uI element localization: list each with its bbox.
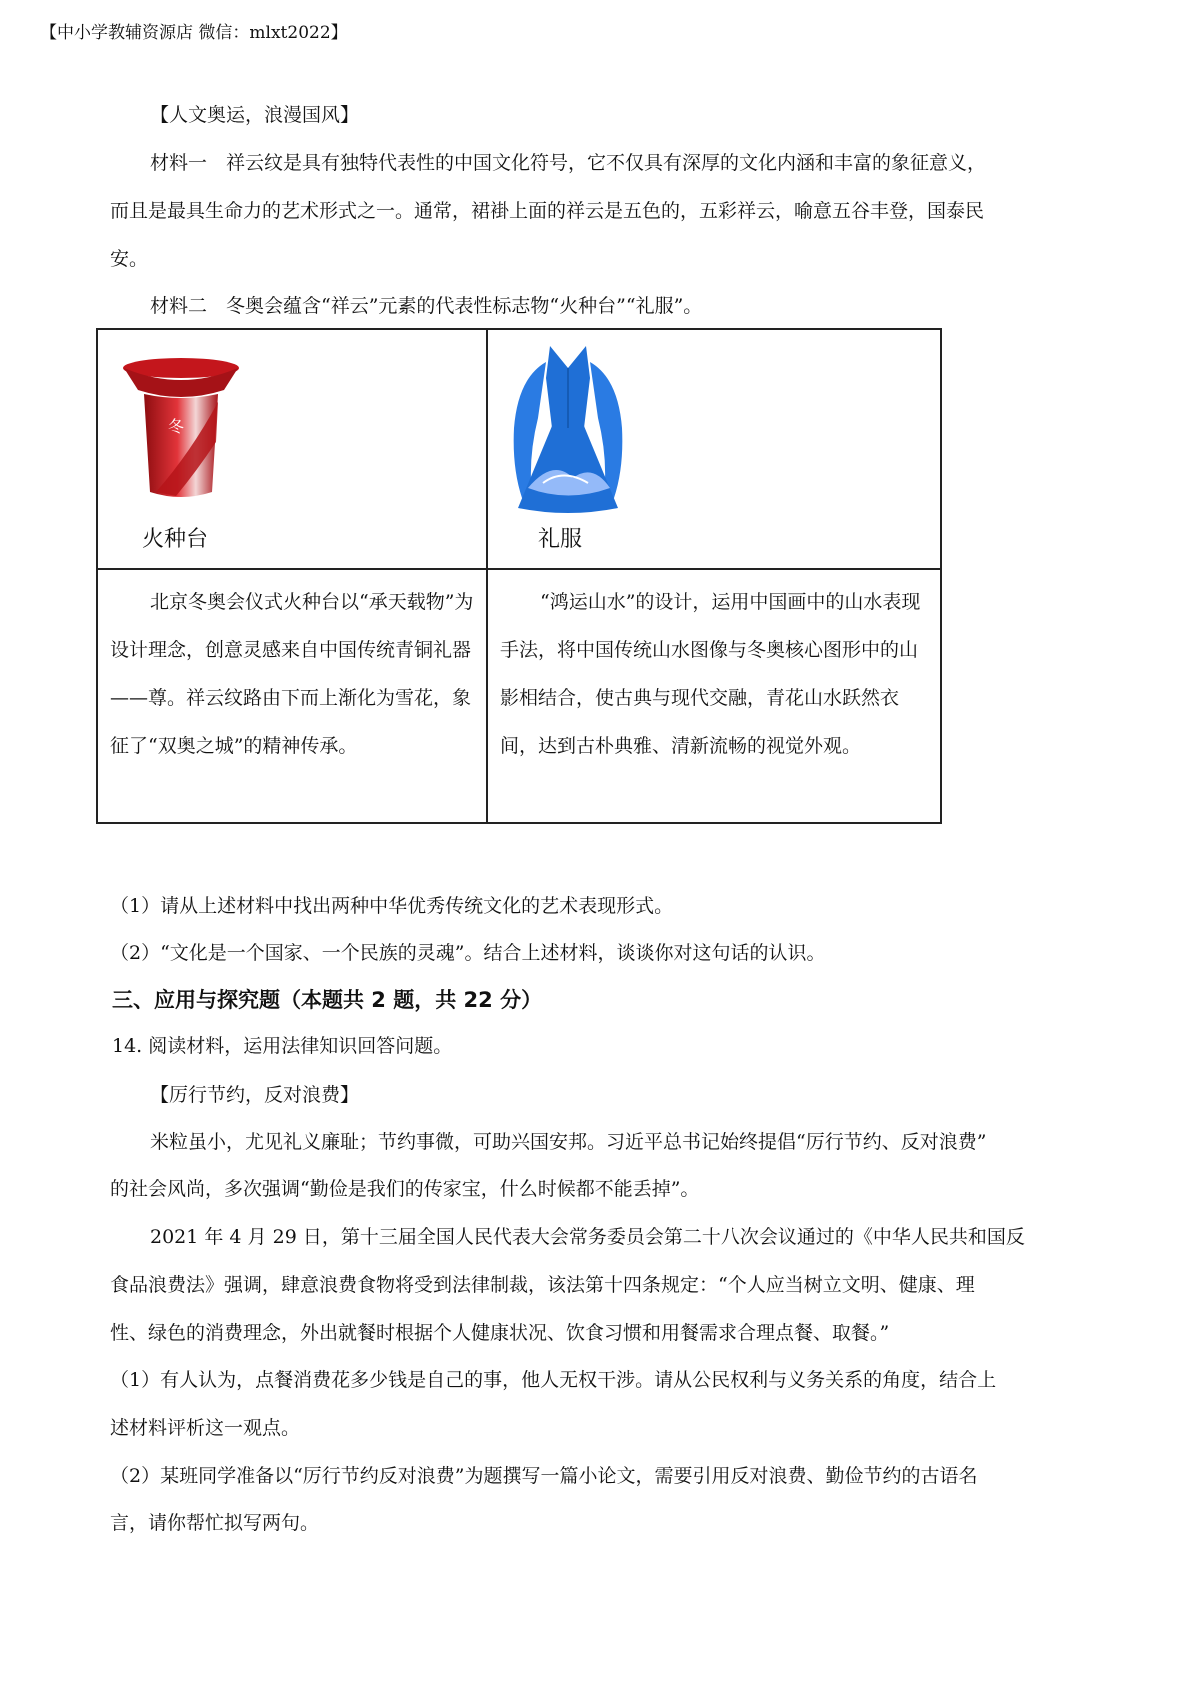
torch-stand-cell <box>97 329 487 569</box>
q13-question-2: （2）“文化是一个国家、一个民族的灵魂”。结合上述材料，谈谈你对这句话的认识。 <box>110 942 826 964</box>
gown-caption: 礼服 <box>538 527 583 552</box>
torch-stand-caption: 火种台 <box>142 527 209 552</box>
q14-para1-line: 米粒虽小，尤见礼义廉耻；节约事微，可助兴国安邦。习近平总书记始终提倡“厉行节约、反对浪费” <box>150 1131 987 1153</box>
q13-heading: 【人文奥运，浪漫国风】 <box>150 104 360 126</box>
q14-intro: 14. 阅读材料，运用法律知识回答问题。 <box>112 1035 453 1057</box>
q14-para1-line: 的社会风尚，多次强调“勤俭是我们的传家宝，什么时候都不能丢掉”。 <box>110 1178 700 1200</box>
section-3-title: 三、应用与探究题（本题共 2 题，共 22 分） <box>112 988 543 1012</box>
torch-stand-description: 北京冬奥会仪式火种台以“承天载物”为设计理念，创意灵感来自中国传统青铜礼器——尊。祥云纹路由下而上渐化为雪花，象征了“双奥之城”的精神传承。 <box>97 569 487 823</box>
q14-question-1: 述材料评析这一观点。 <box>110 1417 301 1439</box>
q14-question-2: 言，请你帮忙拟写两句。 <box>110 1512 320 1534</box>
q13-question-1: （1）请从上述材料中找出两种中华优秀传统文化的艺术表现形式。 <box>110 895 674 917</box>
material1-line: 安。 <box>110 248 149 270</box>
gown-description: “鸿运山水”的设计，运用中国画中的山水表现手法，将中国传统山水图像与冬奥核心图形中的山影相结合，使古典与现代交融，青花山水跃然衣间，达到古朴典雅、清新流畅的视觉外观。 <box>487 569 941 823</box>
material2-text: 材料二 冬奥会蕴含“祥云”元素的代表性标志物“火种台”“礼服”。 <box>150 295 703 317</box>
gown-image <box>498 338 638 520</box>
q14-para2-line: 食品浪费法》强调，肆意浪费食物将受到法律制裁，该法第十四条规定：“个人应当树立文明、健康、理 <box>110 1274 975 1296</box>
q14-heading: 【厉行节约，反对浪费】 <box>150 1084 360 1106</box>
torch-stand-image <box>116 342 246 512</box>
header-note: 【中小学教辅资源店 微信：mlxt2022】 <box>40 23 348 43</box>
q14-question-1: （1）有人认为，点餐消费花多少钱是自己的事，他人无权干涉。请从公民权利与义务关系的角度，结合上 <box>110 1369 997 1391</box>
material-table <box>96 328 942 824</box>
q14-para2-line: 2021 年 4 月 29 日，第十三届全国人民代表大会常务委员会第二十八次会议通过的《中华人民共和国反 <box>150 1226 1025 1248</box>
material1-line: 而且是最具生命力的艺术形式之一。通常，裙褂上面的祥云是五色的，五彩祥云，喻意五谷丰登，国泰民 <box>110 200 985 222</box>
q14-question-2: （2）某班同学准备以“厉行节约反对浪费”为题撰写一篇小论文，需要引用反对浪费、勤俭节约的古语名 <box>110 1465 978 1487</box>
gown-cell <box>487 329 941 569</box>
q14-para2-line: 性、绿色的消费理念，外出就餐时根据个人健康状况、饮食习惯和用餐需求合理点餐、取餐。” <box>110 1322 890 1344</box>
material1-line: 材料一 祥云纹是具有独特代表性的中国文化符号，它不仅具有深厚的文化内涵和丰富的象征意义， <box>150 152 987 174</box>
svg-text:冬: 冬 <box>168 417 185 436</box>
